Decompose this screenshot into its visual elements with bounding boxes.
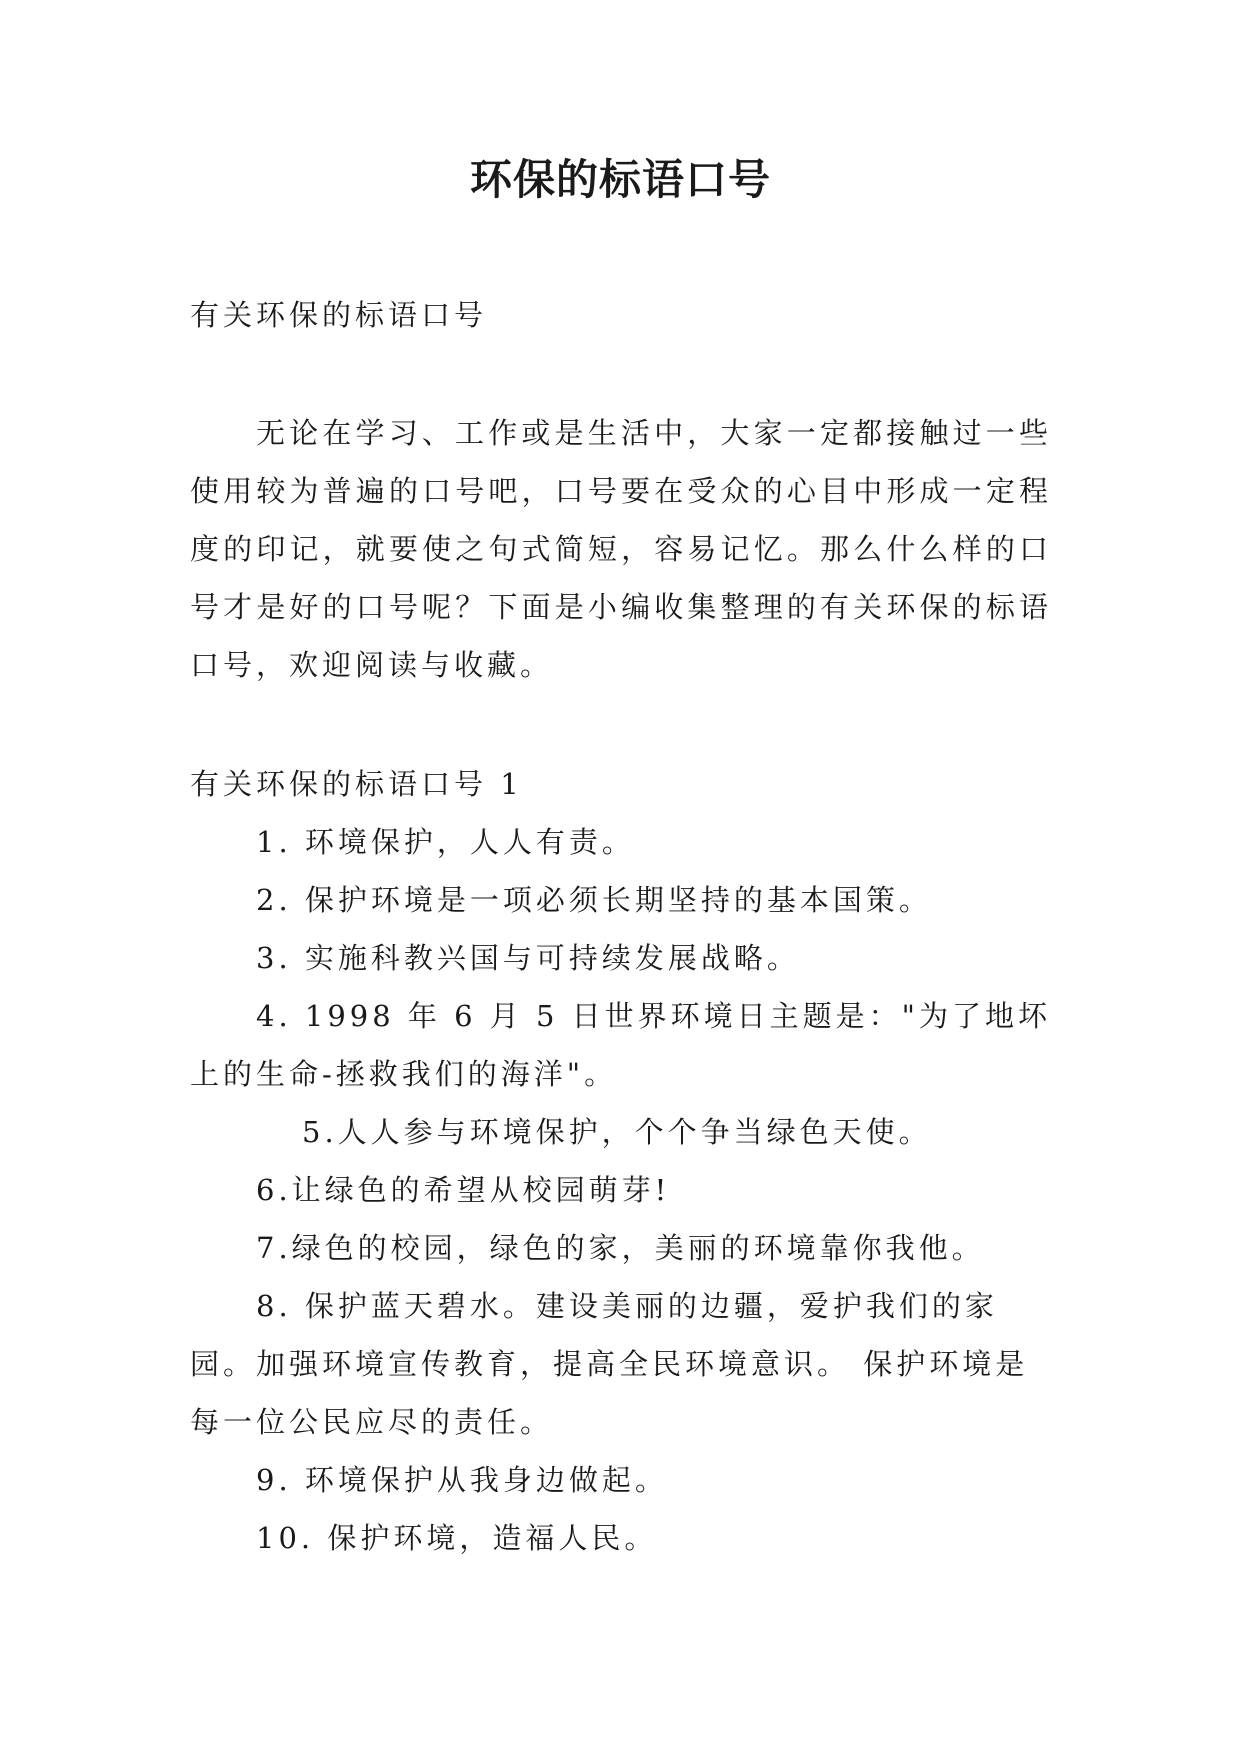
list-item: 8. 保护蓝天碧水。建设美丽的边疆，爱护我们的家园。加强环境宣传教育，提高全民环境意识。 保护环境是每一位公民应尽的责任。 bbox=[190, 1289, 1029, 1439]
list-item: 2. 保护环境是一项必须长期坚持的基本国策。 bbox=[256, 883, 932, 917]
list-item: 7.绿色的校园，绿色的家，美丽的环境靠你我他。 bbox=[256, 1231, 985, 1265]
list-item: 3. 实施科教兴国与可持续发展战略。 bbox=[256, 941, 800, 975]
list-item: 10. 保护环境，造福人民。 bbox=[256, 1521, 658, 1555]
list-item: 1. 环境保护，人人有责。 bbox=[256, 825, 635, 859]
section-heading: 有关环保的标语口号 1 bbox=[190, 767, 523, 801]
document-title: 环保的标语口号 bbox=[469, 155, 771, 204]
list-item: 9. 环境保护从我身边做起。 bbox=[256, 1463, 668, 1497]
slogan-list bbox=[190, 813, 1052, 1567]
list-item: 4. 1998 年 6 月 5 日世界环境日主题是："为了地坏上的生命-拯救我们的海洋"。 bbox=[190, 999, 1052, 1091]
list-item: 6.让绿色的希望从校园萌芽! bbox=[256, 1173, 671, 1207]
document-subtitle: 有关环保的标语口号 bbox=[190, 298, 488, 332]
intro-paragraph: 无论在学习、工作或是生活中，大家一定都接触过一些使用较为普遍的口号吧，口号要在受众的心目中形成一定程度的印记，就要使之句式简短，容易记忆。那么什么样的口号才是好的口号呢？下面是小编收集整理的有关环保的标语口号，欢迎阅读与收藏。 bbox=[190, 416, 1052, 682]
list-item: 5.人人参与环境保护，个个争当绿色天使。 bbox=[302, 1115, 932, 1149]
